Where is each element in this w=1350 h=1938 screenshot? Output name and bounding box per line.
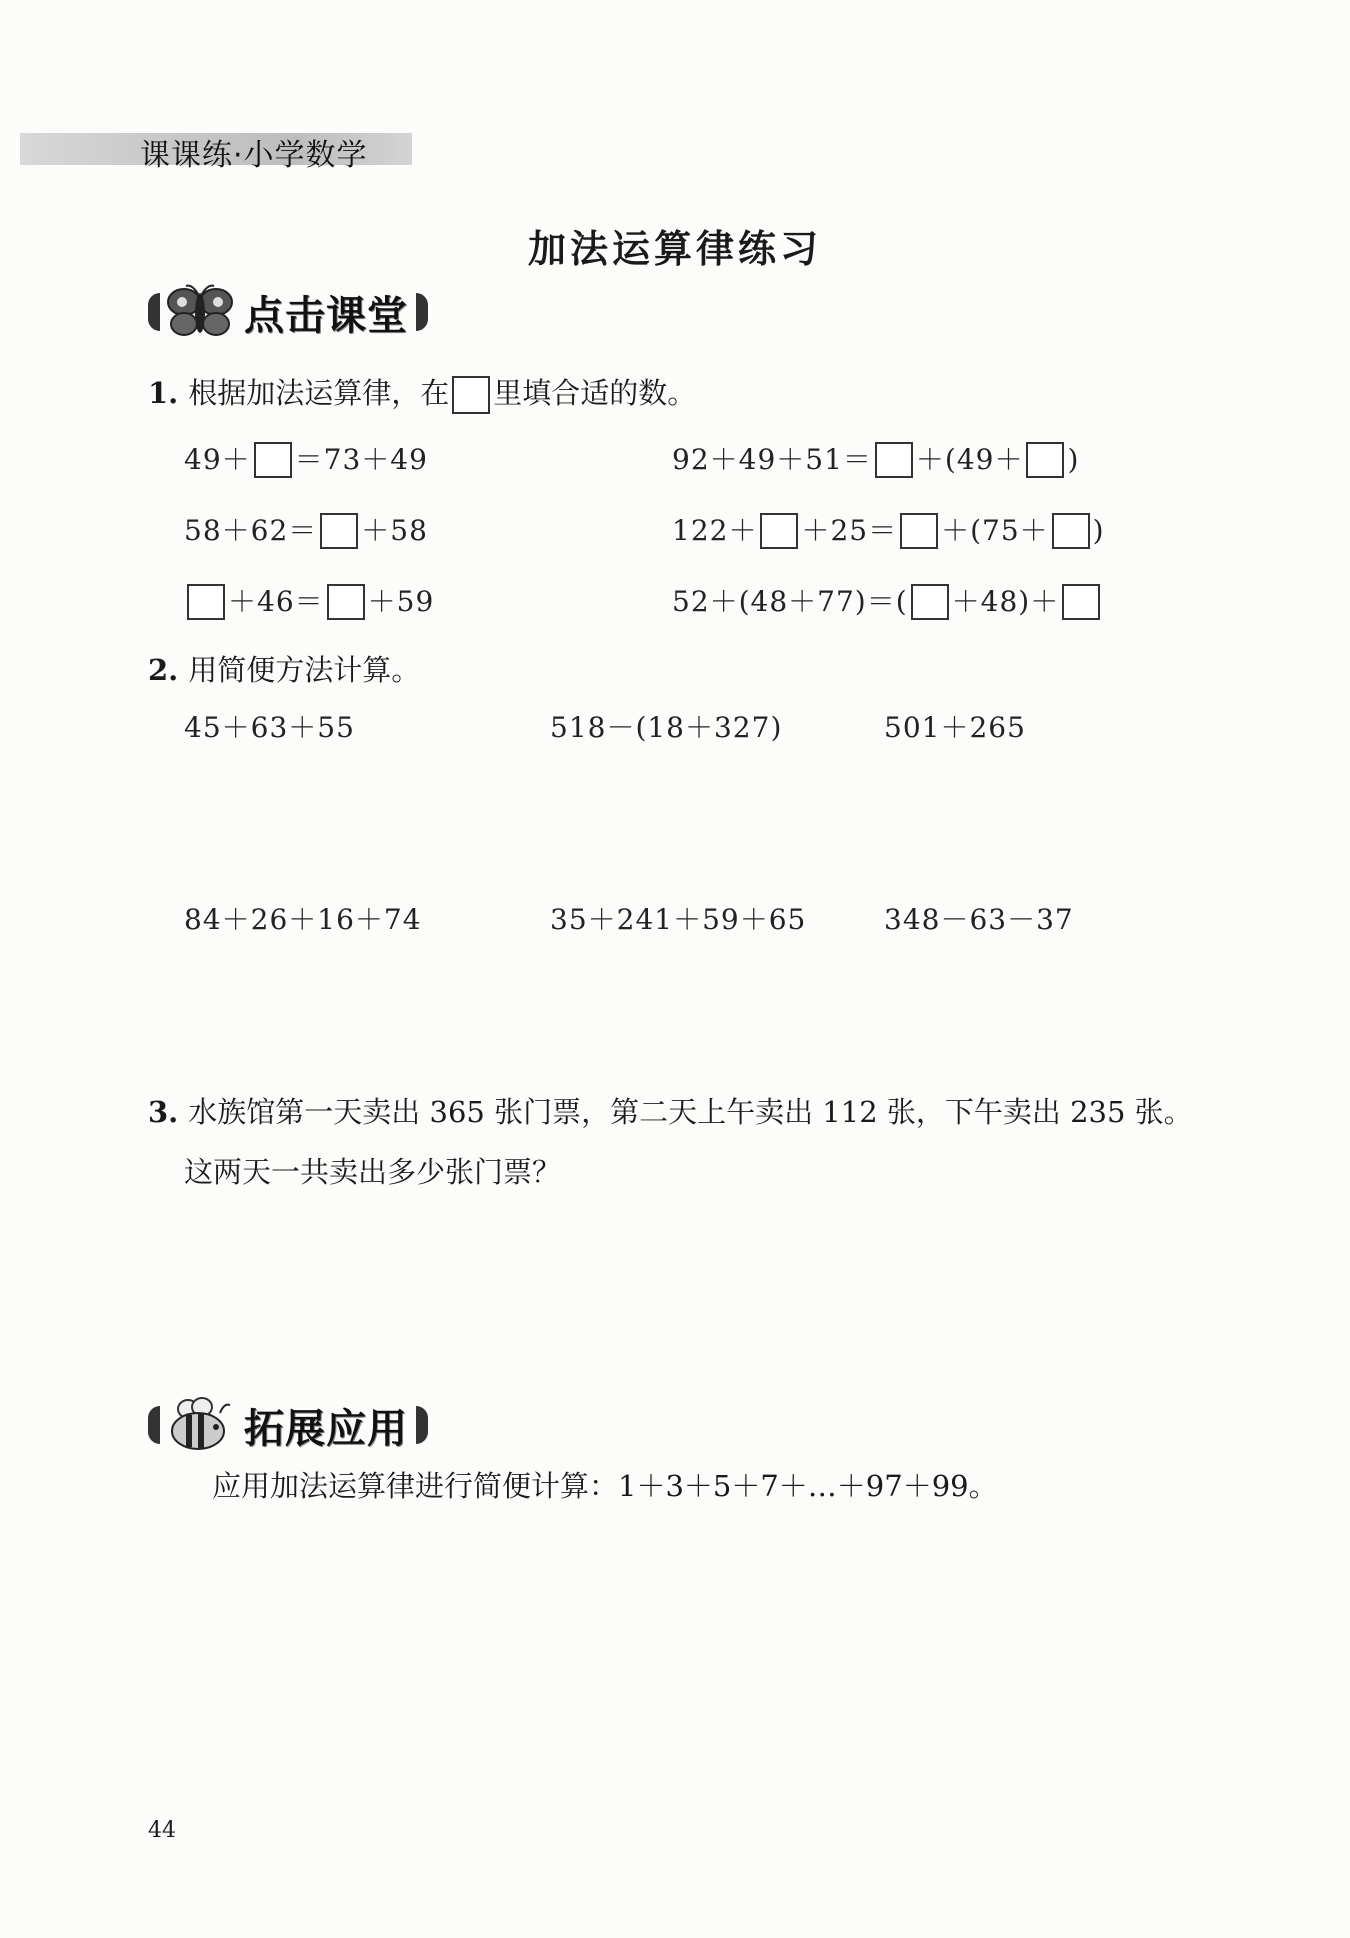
q1-row2-right (672, 513, 1105, 549)
question-2 (148, 653, 421, 687)
expr-part: ＋25＝ (801, 514, 898, 547)
answer-box[interactable] (327, 584, 365, 620)
q1-row3-right (672, 584, 1103, 620)
question-text: 用简便方法计算。 (188, 653, 421, 687)
answer-box[interactable] (1062, 584, 1100, 620)
section-cap-right (416, 293, 428, 331)
page-title: 加法运算律练习 (527, 227, 822, 271)
expr-part: 49＋ (184, 443, 251, 476)
calc-item: 84＋26＋16＋74 (184, 903, 422, 936)
calc-item: 45＋63＋55 (184, 711, 355, 744)
butterfly-icon (160, 282, 240, 342)
expr-part: ＝73＋49 (294, 443, 428, 476)
expr-part: ＋58 (361, 514, 428, 547)
answer-box[interactable] (187, 584, 225, 620)
section-cap-right (416, 1406, 428, 1444)
q1-row1-right (672, 442, 1079, 478)
answer-box[interactable] (911, 584, 949, 620)
expr-part: ＋59 (367, 585, 435, 618)
section-cap-left (148, 1406, 160, 1444)
calc-item: 35＋241＋59＋65 (550, 903, 807, 936)
answer-box[interactable] (320, 513, 358, 549)
question-text-end: 里填合适的数。 (493, 376, 697, 410)
book-header: 课课练·小学数学 (140, 138, 368, 173)
expr-part: 58＋62＝ (184, 514, 318, 547)
question-number: 1. (148, 376, 179, 410)
extension-problem: 应用加法运算律进行简便计算：1＋3＋5＋7＋…＋97＋99。 (212, 1469, 998, 1503)
section-label: 点击课堂 (244, 292, 408, 339)
calc-item: 501＋265 (884, 711, 1026, 744)
section-header-classroom (148, 282, 428, 342)
expr-part: ＋48)＋ (951, 585, 1060, 618)
question-number: 3. (148, 1095, 179, 1129)
q1-row3-left (184, 584, 434, 620)
page-number: 44 (148, 1818, 176, 1843)
answer-box[interactable] (1052, 513, 1090, 549)
question-3-line2: 这两天一共卖出多少张门票？ (184, 1155, 562, 1189)
section-header-extension (148, 1395, 428, 1455)
calc-item: 348－63－37 (884, 903, 1074, 936)
answer-box[interactable] (900, 513, 938, 549)
question-1 (148, 376, 696, 414)
expr-part: 92＋49＋51＝ (672, 443, 872, 476)
question-3 (148, 1095, 1193, 1129)
answer-box[interactable] (1026, 442, 1064, 478)
expr-part: ＋(49＋ (915, 443, 1024, 476)
expr-part: ＋46＝ (228, 585, 324, 618)
bee-icon (160, 1395, 240, 1455)
question-number: 2. (148, 653, 179, 687)
answer-box[interactable] (254, 442, 292, 478)
expr-part: 122＋ (672, 514, 758, 547)
q1-row1-left (184, 442, 428, 478)
expr-part: ) (1092, 514, 1105, 547)
section-label: 拓展应用 (244, 1405, 408, 1452)
question-text: 根据加法运算律，在 (188, 376, 450, 410)
section-cap-left (148, 293, 160, 331)
answer-box-sample (452, 376, 490, 414)
question-text: 水族馆第一天卖出 365 张门票，第二天上午卖出 112 张，下午卖出 235 张。 (188, 1095, 1193, 1129)
calc-item: 518－(18＋327) (550, 711, 783, 744)
answer-box[interactable] (875, 442, 913, 478)
q1-row2-left (184, 513, 428, 549)
expr-part: ＋(75＋ (941, 514, 1049, 547)
expr-part: 52＋(48＋77)＝( (672, 585, 908, 618)
expr-part: ) (1067, 443, 1080, 476)
answer-box[interactable] (760, 513, 798, 549)
